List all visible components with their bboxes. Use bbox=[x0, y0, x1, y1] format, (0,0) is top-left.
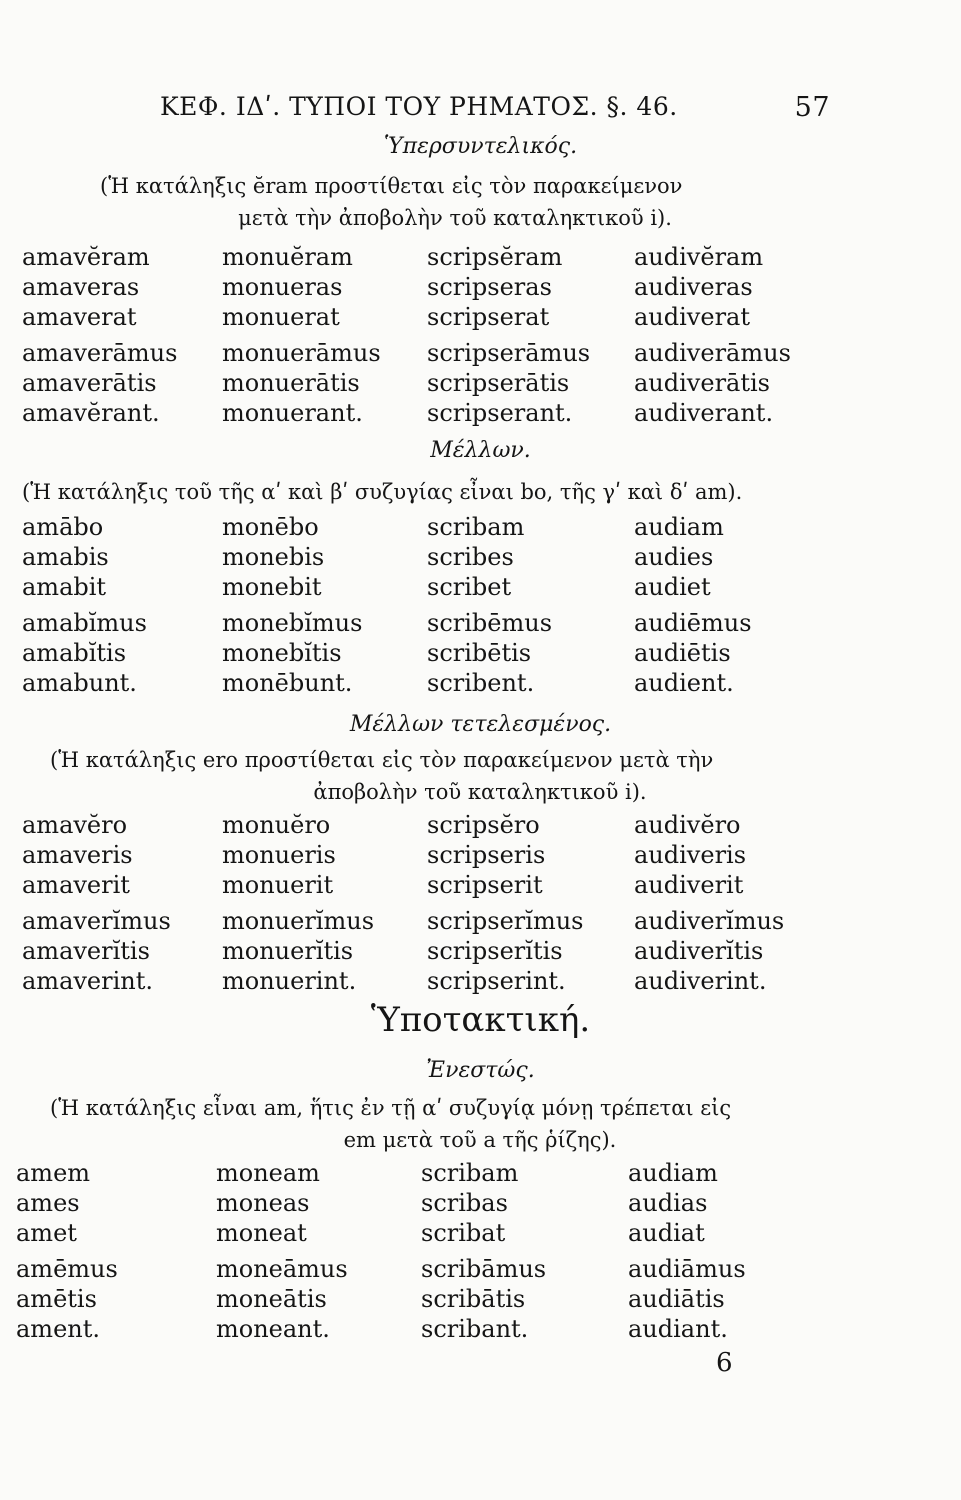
form-cell: audiam bbox=[628, 1159, 718, 1187]
form-cell: audiāmus bbox=[628, 1255, 746, 1283]
form-cell: amaverāmus bbox=[22, 339, 178, 367]
form-cell: audiat bbox=[628, 1219, 705, 1247]
conjugation-table bbox=[16, 1158, 936, 1344]
section-note bbox=[100, 170, 810, 234]
form-cell: amavĕro bbox=[22, 811, 128, 839]
form-cell: moneam bbox=[216, 1159, 320, 1187]
form-cell: monuerit bbox=[222, 871, 334, 899]
conjugation-table bbox=[22, 810, 942, 996]
form-cell: audiverĭtis bbox=[634, 937, 764, 965]
form-cell: audias bbox=[628, 1189, 708, 1217]
form-cell: monebis bbox=[222, 543, 325, 571]
form-cell: scripserĭmus bbox=[427, 907, 584, 935]
form-cell: monuerint. bbox=[222, 967, 357, 995]
form-cell: monuerātis bbox=[222, 369, 360, 397]
form-cell: audiet bbox=[634, 573, 711, 601]
table-row bbox=[22, 906, 942, 936]
note-line: μετὰ τὴν ἀποβολὴν τοῦ καταληκτικοῦ i). bbox=[238, 206, 672, 230]
form-cell: amabit bbox=[22, 573, 107, 601]
section-heading: Ἐνεστώς. bbox=[426, 1058, 535, 1083]
form-cell: monuerĭmus bbox=[222, 907, 375, 935]
form-cell: amaverātis bbox=[22, 369, 157, 397]
form-cell: scripsĕro bbox=[427, 811, 540, 839]
form-cell: scribātis bbox=[421, 1285, 526, 1313]
form-cell: amet bbox=[16, 1219, 77, 1247]
conjugation-table bbox=[22, 512, 942, 698]
form-cell: audiverint. bbox=[634, 967, 767, 995]
form-cell: amaverĭtis bbox=[22, 937, 150, 965]
form-cell: monueris bbox=[222, 841, 336, 869]
form-cell: monuĕram bbox=[222, 243, 353, 271]
form-cell: scribes bbox=[427, 543, 514, 571]
table-row bbox=[22, 608, 942, 638]
table-row bbox=[16, 1254, 936, 1284]
conjugation-table bbox=[22, 242, 942, 428]
form-cell: scripseris bbox=[427, 841, 546, 869]
form-cell: amaveris bbox=[22, 841, 133, 869]
note-line: ἀποβολὴν τοῦ καταληκτικοῦ i). bbox=[313, 780, 647, 804]
table-row bbox=[22, 398, 942, 428]
form-cell: audiverātis bbox=[634, 369, 770, 397]
form-cell: audiveris bbox=[634, 841, 747, 869]
section-heading: Μέλλων τετελεσμένος. bbox=[349, 712, 612, 737]
form-cell: scribēmus bbox=[427, 609, 553, 637]
form-cell: ames bbox=[16, 1189, 80, 1217]
form-cell: monuerat bbox=[222, 303, 340, 331]
table-row bbox=[22, 966, 942, 996]
form-cell: scripserit bbox=[427, 871, 543, 899]
form-cell: monebit bbox=[222, 573, 322, 601]
form-cell: monuerant. bbox=[222, 399, 363, 427]
form-cell: audient. bbox=[634, 669, 734, 697]
note-line: (Ἡ κατάληξις τοῦ τῆς αʹ καὶ βʹ συζυγίας εἶναι bo, τῆς γʹ καὶ δʹ am). bbox=[22, 480, 743, 504]
note-line: em μετὰ τοῦ a τῆς ῥίζης). bbox=[343, 1128, 617, 1152]
table-row bbox=[22, 242, 942, 272]
note-line: (Ἡ κατάληξις εἶναι am, ἥτις ἐν τῇ αʹ συζυγίᾳ μόνῃ τρέπεται εἰς bbox=[50, 1096, 732, 1120]
form-cell: scribat bbox=[421, 1219, 506, 1247]
table-row bbox=[22, 638, 942, 668]
form-cell: moneas bbox=[216, 1189, 310, 1217]
table-row bbox=[22, 512, 942, 542]
section-heading: Ὑπερσυντελικός. bbox=[383, 134, 578, 159]
form-cell: scribētis bbox=[427, 639, 532, 667]
form-cell: monueras bbox=[222, 273, 343, 301]
form-cell: scribet bbox=[427, 573, 512, 601]
form-cell: amabis bbox=[22, 543, 109, 571]
form-cell: scripserant. bbox=[427, 399, 573, 427]
form-cell: moneāmus bbox=[216, 1255, 348, 1283]
form-cell: scribas bbox=[421, 1189, 508, 1217]
form-cell: monebĭmus bbox=[222, 609, 363, 637]
form-cell: monēbunt. bbox=[222, 669, 353, 697]
form-cell: amābo bbox=[22, 513, 104, 541]
form-cell: scribam bbox=[427, 513, 525, 541]
table-row bbox=[22, 368, 942, 398]
form-cell: audivĕram bbox=[634, 243, 764, 271]
table-row bbox=[22, 668, 942, 698]
form-cell: audiverit bbox=[634, 871, 744, 899]
form-cell: audies bbox=[634, 543, 714, 571]
form-cell: ament. bbox=[16, 1315, 100, 1343]
form-cell: moneat bbox=[216, 1219, 307, 1247]
form-cell: scripseras bbox=[427, 273, 552, 301]
section-note bbox=[22, 476, 922, 508]
form-cell: audiveras bbox=[634, 273, 753, 301]
form-cell: amavĕrant. bbox=[22, 399, 160, 427]
form-cell: scripserint. bbox=[427, 967, 566, 995]
form-cell: audiverĭmus bbox=[634, 907, 785, 935]
table-row bbox=[22, 542, 942, 572]
form-cell: monuerāmus bbox=[222, 339, 381, 367]
form-cell: amaverĭmus bbox=[22, 907, 171, 935]
form-cell: audiēmus bbox=[634, 609, 752, 637]
table-row bbox=[16, 1158, 936, 1188]
form-cell: audivĕro bbox=[634, 811, 741, 839]
table-row bbox=[22, 810, 942, 840]
note-line: (Ἡ κατάληξις ero προστίθεται εἰς τὸν παρακείμενον μετὰ τὴν bbox=[50, 748, 714, 772]
table-row bbox=[16, 1188, 936, 1218]
table-row bbox=[16, 1284, 936, 1314]
form-cell: amavĕram bbox=[22, 243, 150, 271]
form-cell: audiant. bbox=[628, 1315, 728, 1343]
form-cell: scripserāmus bbox=[427, 339, 591, 367]
table-row bbox=[22, 936, 942, 966]
form-cell: scribent. bbox=[427, 669, 535, 697]
form-cell: audiētis bbox=[634, 639, 731, 667]
form-cell: moneātis bbox=[216, 1285, 327, 1313]
form-cell: amabĭmus bbox=[22, 609, 147, 637]
form-cell: amētis bbox=[16, 1285, 97, 1313]
table-row bbox=[22, 840, 942, 870]
running-header bbox=[160, 92, 830, 128]
section-note bbox=[50, 1092, 910, 1156]
form-cell: audiverāmus bbox=[634, 339, 791, 367]
form-cell: audiātis bbox=[628, 1285, 725, 1313]
form-cell: scribant. bbox=[421, 1315, 529, 1343]
form-cell: amaverat bbox=[22, 303, 137, 331]
form-cell: scripserātis bbox=[427, 369, 570, 397]
form-cell: monēbo bbox=[222, 513, 319, 541]
table-row bbox=[22, 572, 942, 602]
form-cell: amaverit bbox=[22, 871, 130, 899]
form-cell: amaverint. bbox=[22, 967, 154, 995]
form-cell: amabĭtis bbox=[22, 639, 127, 667]
form-cell: monuĕro bbox=[222, 811, 331, 839]
form-cell: monebĭtis bbox=[222, 639, 342, 667]
mood-heading: Ὑποτακτική. bbox=[370, 1000, 591, 1040]
form-cell: amem bbox=[16, 1159, 91, 1187]
form-cell: scripserĭtis bbox=[427, 937, 563, 965]
form-cell: amabunt. bbox=[22, 669, 137, 697]
form-cell: audiverat bbox=[634, 303, 750, 331]
form-cell: amēmus bbox=[16, 1255, 118, 1283]
form-cell: scribāmus bbox=[421, 1255, 547, 1283]
table-row bbox=[22, 272, 942, 302]
note-line: (Ἡ κατάληξις ĕram προστίθεται εἰς τὸν παρακείμενον bbox=[100, 174, 683, 198]
running-title: ΚΕΦ. ΙΔʹ. ΤΥΠΟΙ ΤΟΥ ΡΗΜΑΤΟΣ. §. 46. bbox=[160, 92, 678, 121]
form-cell: audiverant. bbox=[634, 399, 774, 427]
table-row bbox=[16, 1314, 936, 1344]
section-note bbox=[50, 744, 910, 808]
form-cell: scripsĕram bbox=[427, 243, 563, 271]
form-cell: monuerĭtis bbox=[222, 937, 354, 965]
section-heading: Μέλλων. bbox=[430, 438, 531, 463]
form-cell: scribam bbox=[421, 1159, 519, 1187]
page-number: 57 bbox=[794, 92, 830, 123]
table-row bbox=[16, 1218, 936, 1248]
table-row bbox=[22, 870, 942, 900]
form-cell: audiam bbox=[634, 513, 724, 541]
form-cell: moneant. bbox=[216, 1315, 330, 1343]
table-row bbox=[22, 302, 942, 332]
form-cell: scripserat bbox=[427, 303, 550, 331]
table-row bbox=[22, 338, 942, 368]
signature-mark: 6 bbox=[716, 1348, 733, 1378]
form-cell: amaveras bbox=[22, 273, 140, 301]
